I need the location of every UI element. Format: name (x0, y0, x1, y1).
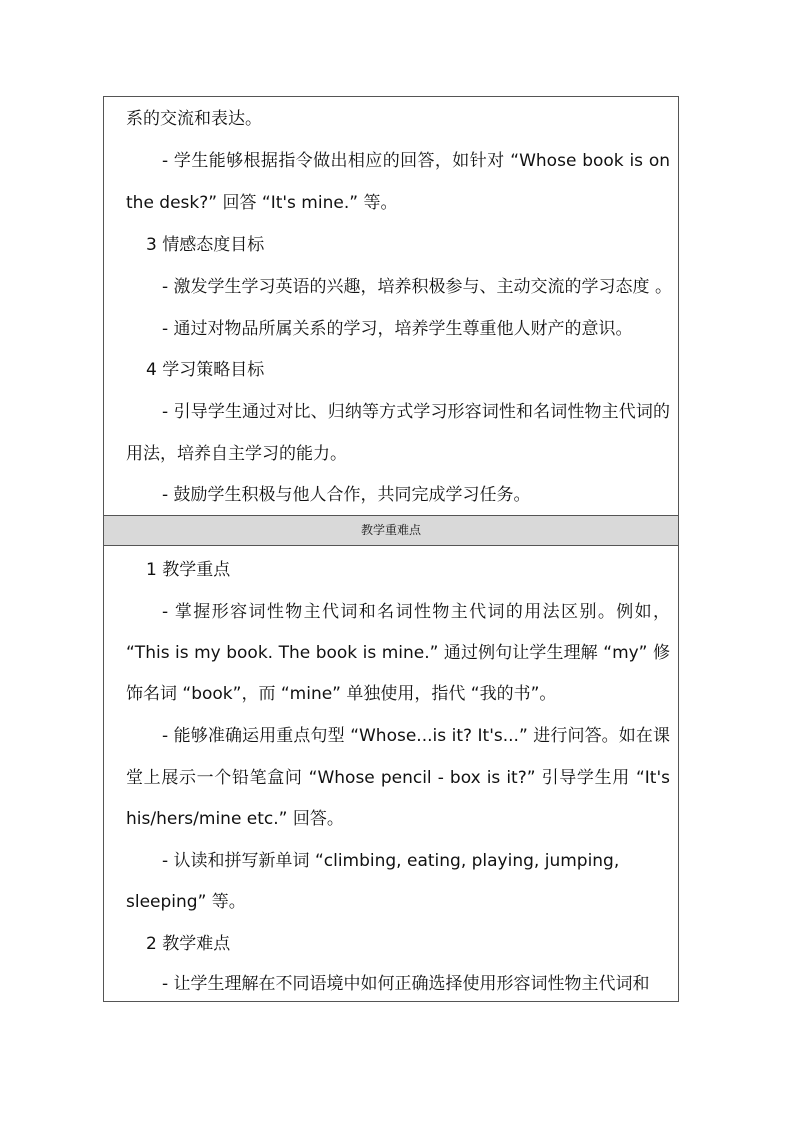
text-line: 用法，培养自主学习的能力。 (126, 444, 347, 464)
text-line: sleeping” 等。 (126, 892, 246, 912)
section-heading: 3 情感态度目标 (146, 235, 265, 255)
text-line: the desk?” 回答 “It's mine.” 等。 (126, 193, 398, 213)
text-line: - 引导学生通过对比、归纳等方式学习形容词性和名词性物主代词的 (162, 402, 670, 422)
text-line: 饰名词 “book”，而 “mine” 单独使用，指代 “我的书”。 (126, 684, 557, 704)
text-line: - 能够准确运用重点句型 “Whose...is it? It's...” 进行问答。如在课 (162, 726, 670, 746)
objectives-cell (104, 97, 678, 515)
text-line: - 掌握形容词性物主代词和名词性物主代词的用法区别。例如， (162, 602, 670, 622)
text-line: - 通过对物品所属关系的学习，培养学生尊重他人财产的意识。 (162, 319, 633, 339)
section-header-row: 教学重难点 (104, 515, 678, 546)
lesson-plan-table (103, 96, 679, 1002)
text-line: - 认读和拼写新单词 “climbing, eating, playing, jumping, (162, 851, 620, 871)
section-heading: 4 学习策略目标 (146, 360, 265, 380)
text-line: - 激发学生学习英语的兴趣，培养积极参与、主动交流的学习态度 。 (162, 277, 672, 297)
section-heading: 1 教学重点 (146, 560, 231, 580)
text-line: 堂上展示一个铅笔盒问 “Whose pencil - box is it?” 引导学生用 “It's (126, 768, 670, 788)
text-line: his/hers/mine etc.” 回答。 (126, 809, 344, 829)
text-line: - 学生能够根据指令做出相应的回答，如针对 “Whose book is on (162, 151, 670, 171)
key-points-cell (104, 546, 678, 1001)
text-line: “This is my book. The book is mine.” 通过例句让学生理解 “my” 修 (126, 643, 670, 663)
text-line: 系的交流和表达。 (126, 109, 262, 129)
text-line: - 让学生理解在不同语境中如何正确选择使用形容词性物主代词和 (162, 974, 650, 994)
section-heading: 2 教学难点 (146, 934, 231, 954)
text-line: - 鼓励学生积极与他人合作，共同完成学习任务。 (162, 485, 531, 505)
